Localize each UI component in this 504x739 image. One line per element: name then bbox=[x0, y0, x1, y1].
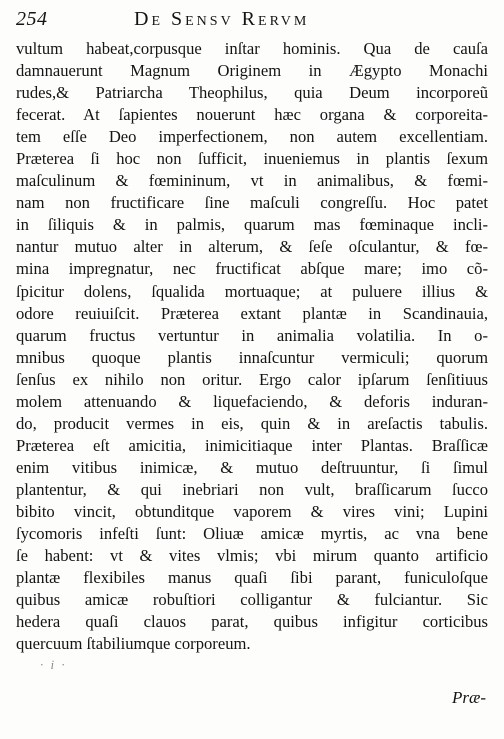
text-line: bibito vincit, obtunditque vaporem & vires vini; Lupini bbox=[16, 501, 488, 521]
text-line: quibus amicæ robuſtiori colligantur & fulciantur. Sic bbox=[16, 590, 488, 610]
signature-mark: · i · bbox=[40, 657, 67, 672]
text-line: rudes,& Patriarcha Theophilus, quia Deum incorporeũ bbox=[16, 83, 488, 103]
text-line: vultum habeat,corpusque inſtar hominis. Qua de cauſa bbox=[16, 39, 488, 58]
text-line: Præterea ſi hoc non ſufficit, inueniemus in plantis ſexum bbox=[16, 149, 488, 169]
text-line: plantæ flexibiles manus quaſi ſibi parant, funiculoſque bbox=[16, 568, 488, 588]
text-line: tem eſſe Deo imperfectionem, non autem excellentiam. bbox=[16, 127, 488, 147]
text-line: mnibus quoque plantis innaſcuntur vermiculi; quorum bbox=[16, 347, 488, 367]
text-line: nantur mutuo alter in alterum, & ſeſe oſculantur, & fœ- bbox=[16, 237, 488, 257]
text-line: hedera quaſi clauos parat, quibus infigitur corticibus bbox=[16, 612, 488, 632]
text-line: ſpicitur dolens, ſqualida mortuaque; at puluere illius & bbox=[16, 281, 488, 301]
text-line: enim vitibus inimicæ, & mutuo deſtruuntur, ſi ſimul bbox=[16, 457, 488, 477]
text-line: fecerat. At ſapientes nouerunt hæc organa & corporeita- bbox=[16, 105, 488, 125]
text-line: ſycomoris infeſti ſunt: Oliuæ amicæ myrtis, ac vna bene bbox=[16, 524, 488, 544]
text-line: maſculinum & fœmininum, vt in animalibus, & fœmi- bbox=[16, 171, 488, 191]
running-head: De Sensv Rervm bbox=[134, 8, 310, 30]
page-number: 254 bbox=[16, 8, 48, 30]
text-line: Præterea eſt amicitia, inimicitiaque inter Plantas. Braſſicæ bbox=[16, 435, 488, 455]
text-line: damnauerunt Magnum Originem in Ægypto Monachi bbox=[16, 61, 488, 81]
catchword: Præ- bbox=[452, 688, 486, 707]
text-line: quercuum ſtabiliumque corporeum. bbox=[16, 634, 251, 654]
text-line: nam non fructificare ſine maſculi congreſſu. Hoc patet bbox=[16, 193, 488, 213]
text-line: molem attenuando & liquefaciendo, & deforis induran- bbox=[16, 391, 488, 411]
page-header bbox=[16, 6, 486, 34]
body-text bbox=[16, 38, 488, 655]
text-line: quarum fructus vertuntur in animalia volatilia. In o- bbox=[16, 325, 488, 345]
text-line: odore reuiuiſcit. Præterea extant plantæ in Scandinauia, bbox=[16, 303, 488, 323]
text-line: mina impregnatur, nec fructificat abſque mare; imo cõ- bbox=[16, 259, 488, 279]
text-line: plantentur, & qui inebriari non vult, braſſicarum ſucco bbox=[16, 479, 488, 499]
text-line: ſenſus ex nihilo non oritur. Ergo calor ipſarum ſenſitiuus bbox=[16, 369, 488, 389]
text-line: do, producit vermes in eis, quin & in areſactis tabulis. bbox=[16, 413, 488, 433]
text-line: ſe habent: vt & vites vlmis; vbi mirum quanto artificio bbox=[16, 546, 488, 566]
text-line: in ſiliquis & in palmis, quarum mas fœminaque incli- bbox=[16, 215, 488, 235]
